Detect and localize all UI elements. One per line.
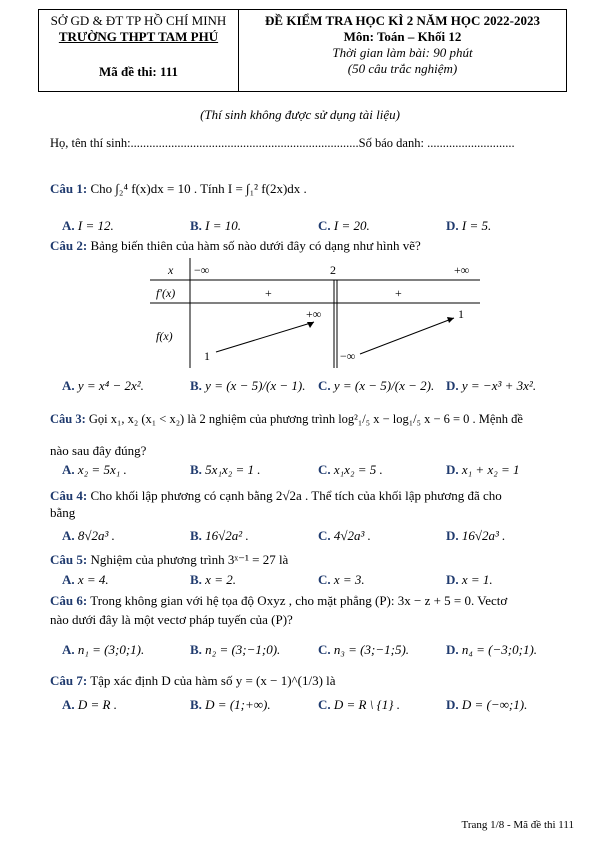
increasing-arrow-1 <box>216 322 314 352</box>
table-x-val-1: −∞ <box>194 263 210 277</box>
department-name: SỞ GD & ĐT TP HỒ CHÍ MINH <box>50 13 227 28</box>
q6-option-d[interactable]: D. n₄ = (−3;0;1). <box>446 642 538 657</box>
question-4-text-2: bằng <box>50 505 76 520</box>
q5-option-b[interactable]: B. x = 2. <box>190 572 236 587</box>
exam-time: Thời gian làm bài: 90 phút <box>332 45 473 60</box>
table-fp-sign-2: + <box>395 286 402 300</box>
table-fp-label: f′(x) <box>156 286 176 300</box>
q7-option-d[interactable]: D. D = (−∞;1). <box>446 697 528 712</box>
table-x-label: x <box>168 263 174 277</box>
question-2 <box>50 238 421 254</box>
question-6-text-2: nào dưới đây là một vectơ pháp tuyến của (P)? <box>50 612 293 627</box>
table-f-val-2: +∞ <box>306 307 322 321</box>
table-x-val-2: 2 <box>330 263 336 277</box>
question-7-label: Câu 7: <box>50 673 88 688</box>
question-1-text: Cho ∫₂⁴ f(x)dx = 10 . Tính I = ∫₁² f(2x)dx . <box>90 181 307 196</box>
q1-option-a[interactable]: A. I = 12. <box>62 218 114 233</box>
q2-option-b[interactable]: B. y = (x − 5)/(x − 1). <box>190 378 306 393</box>
increasing-arrow-2 <box>360 318 454 354</box>
q3-option-c[interactable]: C. x₁x₂ = 5 . <box>318 462 383 477</box>
question-1 <box>50 181 307 197</box>
q5-option-c[interactable]: C. x = 3. <box>318 572 365 587</box>
table-f-val-4: 1 <box>458 307 464 321</box>
exam-subject: Môn: Toán – Khối 12 <box>343 29 462 44</box>
question-7-text: Tập xác định D của hàm số y = (x − 1)^(1/3) là <box>90 673 336 688</box>
table-f-val-3: −∞ <box>340 349 356 363</box>
table-f-label: f(x) <box>156 329 173 343</box>
q2-option-a[interactable]: A. y = x⁴ − 2x². <box>62 378 144 393</box>
q1-option-b[interactable]: B. I = 10. <box>190 218 242 233</box>
q2-option-c[interactable]: C. y = (x − 5)/(x − 2). <box>318 378 435 393</box>
q6-option-b[interactable]: B. n₂ = (3;−1;0). <box>190 642 281 657</box>
q6-option-c[interactable]: C. n₃ = (3;−1;5). <box>318 642 410 657</box>
q1-option-d[interactable]: D. I = 5. <box>446 218 492 233</box>
question-3-label: Câu 3: <box>50 412 86 426</box>
table-x-val-3: +∞ <box>454 263 470 277</box>
question-3 <box>50 412 523 427</box>
q7-option-a[interactable]: A. D = R . <box>62 697 117 712</box>
q3-option-b[interactable]: B. 5x₁x₂ = 1 . <box>190 462 261 477</box>
q5-option-d[interactable]: D. x = 1. <box>446 572 493 587</box>
q7-option-c[interactable]: C. D = R \ {1} . <box>318 697 401 712</box>
arrow-head-2 <box>447 317 454 323</box>
exam-code: Mã đề thi: 111 <box>98 64 179 79</box>
question-3-text: Gọi x₁, x₂ (x₁ < x₂) là 2 nghiệm của phương trình log²₁/₅ x − log₁/₅ x − 6 = 0 . Mệnh đề <box>88 412 523 426</box>
exam-header <box>38 9 567 92</box>
exam-title: ĐỀ KIỂM TRA HỌC KÌ 2 NĂM HỌC 2022-2023 <box>265 13 540 28</box>
notice: (Thí sinh không được sử dụng tài liệu) <box>200 107 400 122</box>
question-5-text: Nghiệm của phương trình 3ˣ⁻¹ = 27 là <box>90 552 289 567</box>
question-3-text-2: nào sau đây đúng? <box>50 443 147 458</box>
table-fp-sign-1: + <box>265 286 272 300</box>
question-4-label: Câu 4: <box>50 488 88 503</box>
table-f-val-1: 1 <box>204 349 210 363</box>
school-name: TRƯỜNG THPT TAM PHÚ <box>58 29 219 44</box>
question-7 <box>50 673 336 689</box>
q5-option-a[interactable]: A. x = 4. <box>62 572 109 587</box>
arrow-head-1 <box>307 322 314 328</box>
page-footer: Trang 1/8 - Mã đề thi 111 <box>461 819 574 831</box>
question-4-text: Cho khối lập phương có cạnh bằng 2√2a . Thể tích của khối lập phương đã cho <box>90 488 502 503</box>
question-5-label: Câu 5: <box>50 552 88 567</box>
q6-option-a[interactable]: A. n₁ = (3;0;1). <box>62 642 145 657</box>
q3-option-a[interactable]: A. x₂ = 5x₁ . <box>62 462 127 477</box>
question-6 <box>50 593 507 609</box>
question-6-label: Câu 6: <box>50 593 88 608</box>
q4-option-b[interactable]: B. 16√2a² . <box>190 528 249 543</box>
candidate-info-line: Họ, tên thí sinh:.........................................................................Số báo danh: ............................ <box>50 136 515 150</box>
q1-option-c[interactable]: C. I = 20. <box>318 218 370 233</box>
question-count: (50 câu trắc nghiệm) <box>347 61 458 76</box>
question-2-label: Câu 2: <box>50 238 88 253</box>
question-2-text: Bảng biến thiên của hàm số nào dưới đây có dạng như hình vẽ? <box>90 238 421 253</box>
question-6-text: Trong không gian với hệ tọa độ Oxyz , cho mặt phẳng (P): 3x − z + 5 = 0. Vectơ <box>90 593 508 608</box>
question-1-label: Câu 1: <box>50 181 88 196</box>
question-4 <box>50 488 502 504</box>
q4-option-a[interactable]: A. 8√2a³ . <box>62 528 115 543</box>
q3-option-d[interactable]: D. x₁ + x₂ = 1 <box>446 462 520 477</box>
q4-option-d[interactable]: D. 16√2a³ . <box>446 528 506 543</box>
q2-option-d[interactable]: D. y = −x³ + 3x². <box>446 378 537 393</box>
q4-option-c[interactable]: C. 4√2a³ . <box>318 528 371 543</box>
q7-option-b[interactable]: B. D = (1;+∞). <box>190 697 271 712</box>
variation-table <box>150 258 485 368</box>
question-5 <box>50 552 288 568</box>
